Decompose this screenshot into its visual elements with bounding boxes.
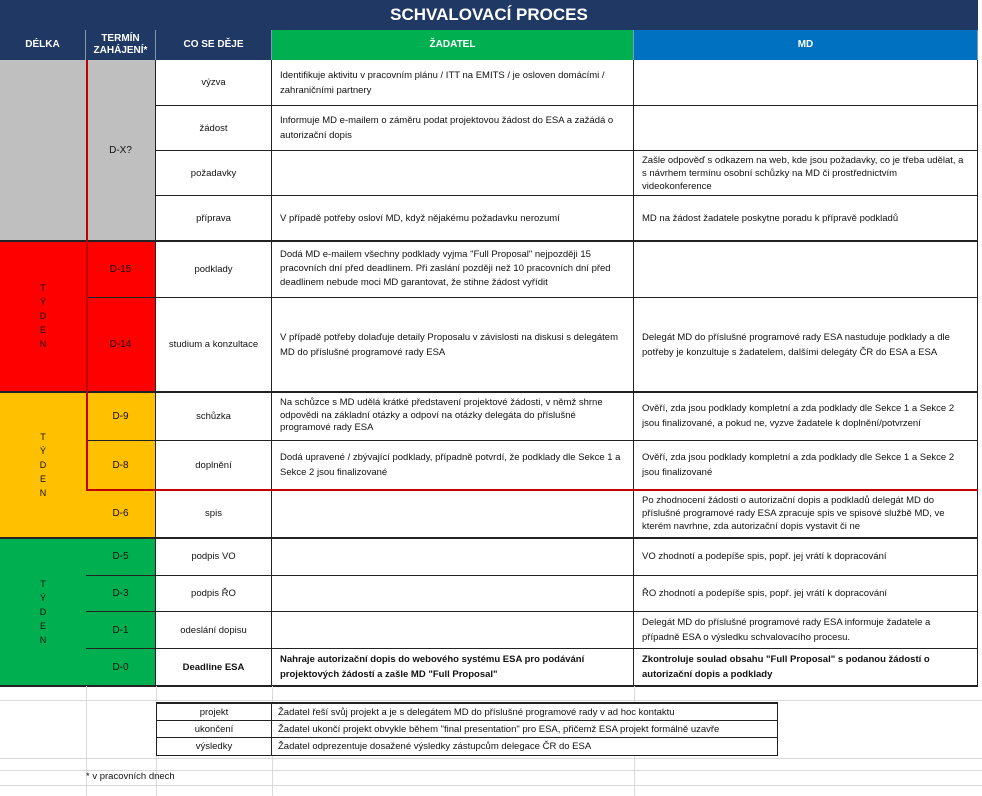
- duration-label-letter: T: [40, 431, 46, 442]
- red-divider-horizontal: [86, 489, 978, 491]
- footer-label: projekt: [157, 704, 272, 721]
- footer-text: Žadatel ukončí projekt obvykle během "final presentation" pro ESA, přičemž ESA projekt formálně uzavře: [272, 721, 778, 738]
- zadatel-cell: [272, 612, 634, 649]
- md-cell: Zkontroluje soulad obsahu "Full Proposal" s podanou žádostí o autorizační dopis a podklady: [634, 649, 978, 686]
- activity-cell: studium a konzultace: [156, 298, 272, 392]
- zadatel-cell: [272, 151, 634, 196]
- duration-label-letter: D: [39, 606, 47, 617]
- md-cell: [634, 60, 978, 106]
- md-cell: ŘO zhodnotí a podepíše spis, popř. jej vrátí k dopracování: [634, 576, 978, 612]
- activity-cell: doplnění: [156, 441, 272, 490]
- term-cell: D-5: [86, 538, 156, 576]
- activity-cell: výzva: [156, 60, 272, 106]
- duration-block-orange: [0, 392, 86, 538]
- duration-label-letter: Ý: [39, 297, 46, 307]
- zadatel-cell: Na schůzce s MD udělá krátké představení projektové žádosti, v němž shrne odpovědi na základní otázky a odpoví na otázky delegáta do příslušné programové rady ESA: [272, 392, 634, 441]
- zadatel-cell: [272, 538, 634, 576]
- block-separator: [0, 537, 978, 539]
- activity-cell: podpis ŘO: [156, 576, 272, 612]
- footer-text: Žadatel řeší svůj projekt a je s delegátem MD do příslušné programové rady v ad hoc kontaktu: [272, 704, 778, 721]
- activity-cell: podpis VO: [156, 538, 272, 576]
- zadatel-cell: V případě potřeby dolaďuje detaily Proposalu v závislosti na diskusi s delegátem MD do příslušné programové rady ESA: [272, 298, 634, 392]
- md-cell: Delegát MD do příslušné programové rady ESA informuje žadatele a případně ESA o výsledku schvalovacího procesu.: [634, 612, 978, 649]
- zadatel-cell: V případě potřeby osloví MD, když nějakému požadavku nerozumí: [272, 196, 634, 241]
- zadatel-cell: [272, 576, 634, 612]
- footer-label: ukončení: [157, 721, 272, 738]
- duration-label-letter: N: [39, 487, 47, 498]
- duration-label-letter: E: [39, 325, 46, 335]
- duration-label-letter: E: [39, 473, 46, 484]
- block-separator: [0, 685, 978, 687]
- page-title: SCHVALOVACÍ PROCES: [0, 0, 978, 30]
- activity-cell: příprava: [156, 196, 272, 241]
- term-cell: D-3: [86, 576, 156, 612]
- duration-label-letter: N: [39, 339, 47, 349]
- duration-label-letter: Ý: [39, 592, 46, 603]
- header-termin: TERMÍN ZAHÁJENÍ*: [86, 30, 156, 60]
- duration-block-gray: [0, 60, 86, 241]
- header-zadatel: ŽADATEL: [272, 30, 634, 60]
- term-cell: D-1: [86, 612, 156, 649]
- duration-label-letter: E: [39, 620, 46, 631]
- md-cell: Delegát MD do příslušné programové rady ESA nastuduje podklady a dle potřeby je konzultuje s žadatelem, dalšími delegáty ČR do ESA a ESA: [634, 298, 978, 392]
- md-cell: Ověří, zda jsou podklady kompletní a zda podklady dle Sekce 1 a Sekce 2 jsou finalizované, a pokud ne, vyzve žadatele k doplnění/potvrzení: [634, 392, 978, 441]
- activity-cell: podklady: [156, 241, 272, 298]
- footnote: * v pracovních dnech: [86, 771, 175, 782]
- header-delka: DÉLKA: [0, 30, 86, 60]
- md-cell: Po zhodnocení žádosti o autorizační dopis a podkladů delegát MD do příslušné programové rady ESA zpracuje spis ve spisové službě MD, ve kterém navrhne, zda autorizační dopis vystavit či ne: [634, 490, 978, 538]
- activity-cell: spis: [156, 490, 272, 538]
- zadatel-cell: Nahraje autorizační dopis do webového systému ESA pro podávání projektových žádostí a zašle MD "Full Proposal": [272, 649, 634, 686]
- md-cell: MD na žádost žadatele poskytne poradu k přípravě podkladů: [634, 196, 978, 241]
- duration-label-letter: T: [40, 578, 46, 589]
- term-cell: D-0: [86, 649, 156, 686]
- zadatel-cell: Identifikuje aktivitu v pracovním plánu / ITT na EMITS / je osloven domácími / zahraničními partnery: [272, 60, 634, 106]
- term-cell: D-6: [86, 490, 156, 538]
- activity-cell: Deadline ESA: [156, 649, 272, 686]
- md-cell: Zašle odpověď s odkazem na web, kde jsou požadavky, co je třeba udělat, a s návrhem termínu osobní schůzky na MD či prostřednictvím videokonference: [634, 151, 978, 196]
- term-cell: D-8: [86, 441, 156, 490]
- block-separator: [0, 391, 978, 393]
- term-cell: D-15: [86, 241, 156, 298]
- duration-label-letter: D: [39, 459, 47, 470]
- duration-block-red: [0, 241, 86, 392]
- zadatel-cell: Informuje MD e-mailem o záměru podat projektovou žádost do ESA a zažádá o autorizační dopis: [272, 106, 634, 151]
- duration-label-letter: D: [39, 311, 47, 321]
- header-co-se-deje: CO SE DĚJE: [156, 30, 272, 60]
- md-cell: Ověří, zda jsou podklady kompletní a zda podklady dle Sekce 1 a Sekce 2 jsou finalizované: [634, 441, 978, 490]
- zadatel-cell: Dodá upravené / zbývající podklady, případně potvrdí, že podklady dle Sekce 1 a Sekce 2 jsou finalizované: [272, 441, 634, 490]
- duration-label-letter: T: [40, 283, 46, 293]
- activity-cell: odeslání dopisu: [156, 612, 272, 649]
- duration-label-letter: N: [39, 634, 47, 645]
- md-cell: [634, 106, 978, 151]
- activity-cell: požadavky: [156, 151, 272, 196]
- activity-cell: žádost: [156, 106, 272, 151]
- term-cell: D-9: [86, 392, 156, 441]
- term-cell: D-X?: [86, 60, 156, 241]
- duration-label-letter: Ý: [39, 445, 46, 456]
- activity-cell: schůzka: [156, 392, 272, 441]
- red-divider-vertical: [86, 60, 88, 490]
- footer-label: výsledky: [157, 738, 272, 756]
- header-md: MD: [634, 30, 978, 60]
- block-separator: [0, 240, 978, 242]
- md-cell: VO zhodnotí a podepíše spis, popř. jej vrátí k dopracování: [634, 538, 978, 576]
- zadatel-cell: [272, 490, 634, 538]
- term-cell: D-14: [86, 298, 156, 392]
- footer-text: Žadatel odprezentuje dosažené výsledky zástupcům delegace ČR do ESA: [272, 738, 778, 756]
- md-cell: [634, 241, 978, 298]
- zadatel-cell: Dodá MD e-mailem všechny podklady vyjma "Full Proposal" nejpozději 15 pracovních dní před deadlinem. Při zaslání později než 10 pracovních dní před deadlinem nebude moci MD garantovat, že stihne žádost vyřídit: [272, 241, 634, 298]
- duration-block-green: [0, 538, 86, 686]
